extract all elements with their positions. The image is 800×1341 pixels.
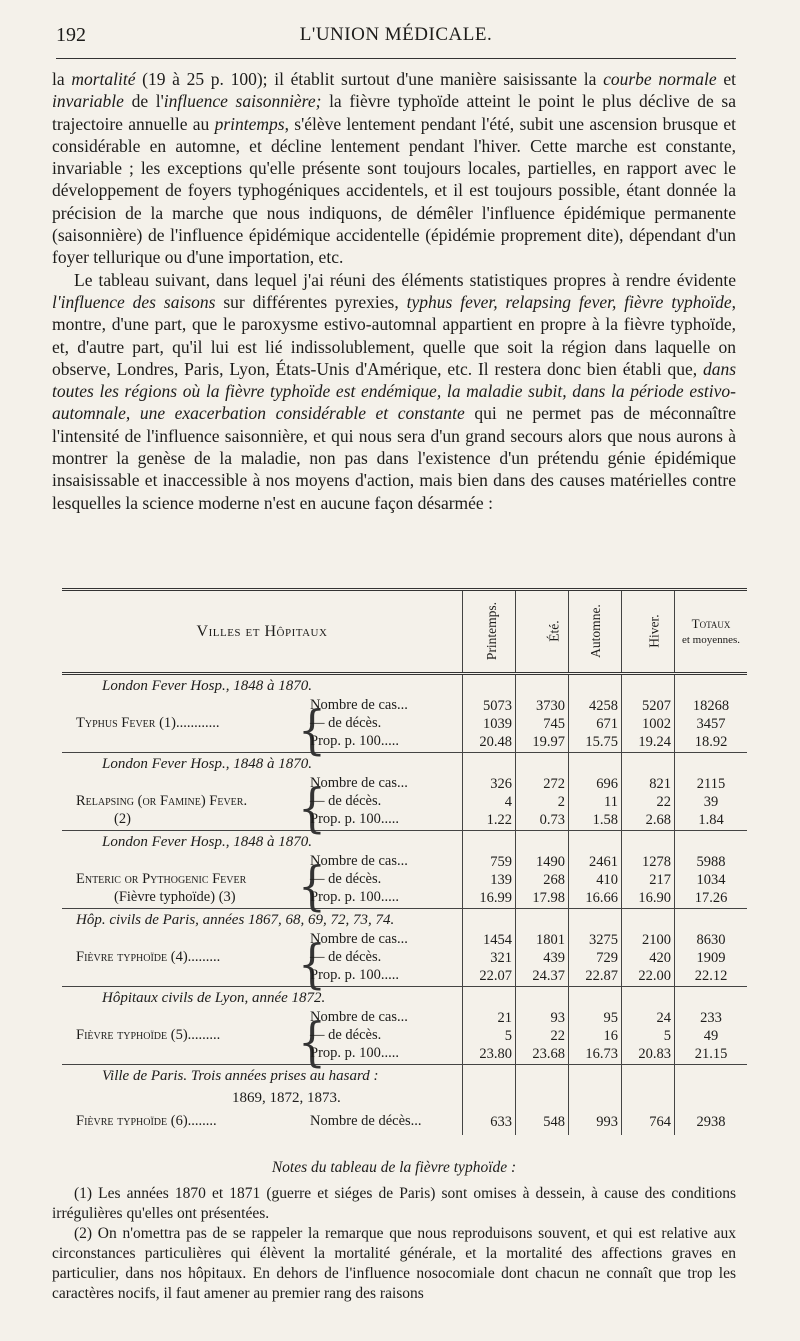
- season-label: Printemps.: [484, 601, 500, 661]
- row-label: [62, 697, 463, 715]
- value-cell: 268: [516, 871, 569, 889]
- table-row: [62, 889, 747, 907]
- group-source: Hôp. civils de Paris, années 1867, 68, 69, 72, 73, 74.: [76, 911, 395, 928]
- value-cell: 21.15: [675, 1045, 748, 1063]
- season-label: Hiver.: [646, 614, 662, 648]
- value-cell: 671: [569, 715, 622, 733]
- row-label: [62, 889, 463, 907]
- disease-subname: (2): [114, 811, 131, 827]
- disease-name: Relapsing (or Famine) Fever.: [76, 793, 248, 809]
- header-season: [516, 590, 569, 674]
- brace-glyph: {: [298, 777, 326, 839]
- row-label: [62, 967, 463, 985]
- paragraph-1: la mortalité (19 à 25 p. 100); il établit surtout d'une manière saisissante la courbe normale et invariable de l'influence saisonnière; la fièvre typhoïde atteint le point le plus déclive de sa trajectoire annuelle au printemps, s'élève lentement pendant l'été, subit une ascension brusque et considérable en automne, et décline lentement pendant l'hiver. Cette marche est constante, invariable ; les exceptions qu'elle présente sont toujours locales, partielles, en rapport avec le développement de foyers typhogéniques accidentels, et il est toujours possible, étant donnée la précision de la marche que nous indiquons, de démêler l'influence épidémique permanente (saisonnière) de l'influence épidémique accidentelle (épidémie proprement dite), dépendant d'un foyer tellurique ou d'une importation, etc.: [52, 69, 737, 268]
- value-cell: 22.00: [622, 967, 675, 985]
- empty-cell: [675, 674, 748, 698]
- table-row: [62, 853, 747, 871]
- group-source: London Fever Hosp., 1848 à 1870.: [102, 755, 312, 772]
- value-cell: 410: [569, 871, 622, 889]
- empty-cell: [569, 753, 622, 776]
- empty-cell: [463, 909, 516, 932]
- value-cell: 233: [675, 1009, 748, 1027]
- value-cell: 420: [622, 949, 675, 967]
- disease-name: Enteric or Pythogenic Fever: [76, 871, 247, 887]
- value-cell: 23.68: [516, 1045, 569, 1063]
- season-label: Automne.: [587, 604, 603, 658]
- disease-subname: (Fièvre typhoïde) (3): [114, 889, 236, 905]
- measure-label: Prop. p. 100.....: [310, 733, 400, 749]
- row-label-wrap: [62, 811, 462, 829]
- measure-label: — de décès.: [310, 871, 382, 887]
- statistics-table: [62, 588, 741, 1135]
- value-cell: 1.84: [675, 811, 748, 829]
- group-source-row: [62, 674, 747, 698]
- value-cell: 16.66: [569, 889, 622, 907]
- value-cell: 4: [463, 793, 516, 811]
- empty-cell: [675, 909, 748, 932]
- note-item: (2) On n'omettra pas de se rappeler la remarque que nous reproduisons souvent, et qui est relative aux circonstances particulières qui élèvent la mortalité générale, et la mortalité des affections graves en particulier, dans nos hôpitaux. En dehors de l'influence nosocomiale dont chacun ne connaît que trop les caractères nocifs, il faut amener au premier rang des raisons: [52, 1225, 736, 1302]
- group-source-row: [62, 1087, 747, 1109]
- value-cell: 5988: [675, 853, 748, 871]
- group-source-row: [62, 753, 747, 776]
- value-cell: 272: [516, 775, 569, 793]
- running-title: L'UNION MÉDICALE.: [299, 24, 493, 45]
- value-cell: 16.73: [569, 1045, 622, 1063]
- empty-cell: [675, 753, 748, 776]
- header-season: [622, 590, 675, 674]
- measure-label: Prop. p. 100.....: [310, 967, 400, 983]
- table-row: [62, 931, 747, 949]
- table-row: [62, 811, 747, 829]
- row-label-wrap: [62, 733, 462, 751]
- totals-sublabel: et moyennes.: [681, 633, 741, 646]
- header-season: [463, 590, 516, 674]
- empty-cell: [516, 1065, 569, 1088]
- measure-label: Nombre de cas...: [310, 775, 408, 791]
- value-cell: 5: [622, 1027, 675, 1045]
- table-row: [62, 793, 747, 811]
- empty-cell: [463, 753, 516, 776]
- table-row: [62, 715, 747, 733]
- empty-cell: [569, 1065, 622, 1088]
- value-cell: 16: [569, 1027, 622, 1045]
- value-cell: 21: [463, 1009, 516, 1027]
- empty-cell: [675, 1087, 748, 1109]
- value-cell: 17.26: [675, 889, 748, 907]
- value-cell: 4258: [569, 697, 622, 715]
- measure-label: Nombre de décès...: [310, 1113, 422, 1129]
- row-label-wrap: [62, 889, 462, 907]
- value-cell: 49: [675, 1027, 748, 1045]
- table-row: [62, 1009, 747, 1027]
- empty-cell: [516, 674, 569, 698]
- table-row: [62, 1045, 747, 1063]
- empty-cell: [675, 987, 748, 1010]
- totals-label: Totaux: [691, 615, 731, 631]
- value-cell: 17.98: [516, 889, 569, 907]
- value-cell: 22.12: [675, 967, 748, 985]
- empty-cell: [516, 987, 569, 1010]
- value-cell: 24: [622, 1009, 675, 1027]
- row-label-wrap: [62, 967, 462, 985]
- empty-cell: [516, 1087, 569, 1109]
- empty-cell: [463, 831, 516, 854]
- notes-title: Notes du tableau de la fièvre typhoïde :: [271, 1159, 517, 1176]
- table-row: [62, 1027, 747, 1045]
- disease-name: Fièvre typhoïde (4).........: [76, 949, 221, 965]
- value-cell: 1002: [622, 715, 675, 733]
- disease-name: Fièvre typhoïde (5).........: [76, 1027, 221, 1043]
- note-item: (1) Les années 1870 et 1871 (guerre et siéges de Paris) sont omises à dessein, à cause des conditions irrégulières qu'elles ont présentées.: [52, 1185, 736, 1222]
- value-cell: 19.97: [516, 733, 569, 751]
- header-rule: [56, 58, 736, 59]
- value-cell: 5207: [622, 697, 675, 715]
- value-cell: 3275: [569, 931, 622, 949]
- measure-label: Nombre de cas...: [310, 931, 408, 947]
- value-cell: 39: [675, 793, 748, 811]
- value-cell: 3457: [675, 715, 748, 733]
- group-source-row: [62, 831, 747, 854]
- value-cell: 633: [463, 1109, 516, 1135]
- value-cell: 1454: [463, 931, 516, 949]
- header-totals: [675, 590, 748, 674]
- disease-name: Fièvre typhoïde (6)........: [76, 1113, 217, 1129]
- value-cell: 2938: [675, 1109, 748, 1135]
- value-cell: 95: [569, 1009, 622, 1027]
- value-cell: 1278: [622, 853, 675, 871]
- value-cell: 8630: [675, 931, 748, 949]
- empty-cell: [675, 831, 748, 854]
- measure-label: Prop. p. 100.....: [310, 889, 400, 905]
- body-text: [52, 68, 736, 514]
- measure-label: — de décès.: [310, 1027, 382, 1043]
- page-number: 192: [56, 24, 86, 46]
- row-label: [62, 775, 463, 793]
- group-source: Ville de Paris. Trois années prises au hasard :: [102, 1067, 379, 1084]
- brace-glyph: {: [298, 933, 326, 995]
- value-cell: 20.83: [622, 1045, 675, 1063]
- empty-cell: [622, 674, 675, 698]
- empty-cell: [569, 674, 622, 698]
- table-row: [62, 949, 747, 967]
- value-cell: 3730: [516, 697, 569, 715]
- measure-label: Nombre de cas...: [310, 1009, 408, 1025]
- value-cell: 139: [463, 871, 516, 889]
- value-cell: 16.90: [622, 889, 675, 907]
- row-label-wrap: [62, 853, 462, 871]
- empty-cell: [569, 831, 622, 854]
- group-source: 1869, 1872, 1873.: [232, 1089, 341, 1106]
- empty-cell: [516, 753, 569, 776]
- value-cell: 2115: [675, 775, 748, 793]
- value-cell: 0.73: [516, 811, 569, 829]
- measure-label: — de décès.: [310, 949, 382, 965]
- empty-cell: [569, 987, 622, 1010]
- value-cell: 1039: [463, 715, 516, 733]
- row-label: [62, 853, 463, 871]
- empty-cell: [463, 1065, 516, 1088]
- row-label-wrap: [62, 1045, 462, 1063]
- page-header: [56, 24, 736, 50]
- row-label: [62, 1009, 463, 1027]
- empty-cell: [622, 831, 675, 854]
- value-cell: 22: [622, 793, 675, 811]
- row-label-wrap: [62, 1113, 462, 1131]
- value-cell: 993: [569, 1109, 622, 1135]
- brace-glyph: {: [298, 1011, 326, 1073]
- row-label: [62, 811, 463, 829]
- value-cell: 22.87: [569, 967, 622, 985]
- value-cell: 1909: [675, 949, 748, 967]
- value-cell: 759: [463, 853, 516, 871]
- empty-cell: [516, 909, 569, 932]
- row-label-wrap: [62, 697, 462, 715]
- value-cell: 1801: [516, 931, 569, 949]
- value-cell: 2.68: [622, 811, 675, 829]
- header-villes-hopitaux: Villes et Hôpitaux: [62, 590, 463, 674]
- group-source: Hôpitaux civils de Lyon, année 1872.: [102, 989, 326, 1006]
- table-body: [62, 674, 747, 1136]
- empty-cell: [622, 753, 675, 776]
- value-cell: 764: [622, 1109, 675, 1135]
- group-source: London Fever Hosp., 1848 à 1870.: [102, 677, 312, 694]
- row-label-wrap: [62, 1009, 462, 1027]
- value-cell: 15.75: [569, 733, 622, 751]
- value-cell: 548: [516, 1109, 569, 1135]
- paragraph-2: Le tableau suivant, dans lequel j'ai réuni des éléments statistiques propres à rendre évidente l'influence des saisons sur différentes pyrexies, typhus fever, relapsing fever, fièvre typhoïde, montre, d'une part, que le paroxysme estivo-automnal appartient en propre à la fièvre typhoïde, et, d'autre part, qu'il lui est lié indissolublement, quelle que soit la région dans laquelle on observe, Londres, Paris, Lyon, États-Unis d'Amérique, etc. Il restera donc bien établi que, dans toutes les régions où la fièvre typhoïde est endémique, la maladie subit, dans la période estivo-automnale, une exacerbation considérable et constante qui ne permet pas de méconnaître l'intensité de l'influence saisonnière, et qui nous sera d'un grand secours alors que nous aurons à montrer la genèse de la maladie, non pas dans l'existence d'un prétendu génie épidémique insaisissable et inaccessible à nos moyens d'action, mais bien dans des causes matérielles contre lesquelles la science moderne n'est en aucune façon désarmée :: [52, 269, 736, 513]
- value-cell: 326: [463, 775, 516, 793]
- value-cell: 2461: [569, 853, 622, 871]
- value-cell: 19.24: [622, 733, 675, 751]
- measure-label: Nombre de cas...: [310, 853, 408, 869]
- empty-cell: [675, 1065, 748, 1088]
- value-cell: 5: [463, 1027, 516, 1045]
- table-header-row: [62, 590, 747, 674]
- value-cell: 93: [516, 1009, 569, 1027]
- empty-cell: [463, 987, 516, 1010]
- table-notes: [52, 1158, 736, 1304]
- row-label: [62, 1045, 463, 1063]
- value-cell: 2100: [622, 931, 675, 949]
- group-source-row: [62, 987, 747, 1010]
- row-label: [62, 733, 463, 751]
- group-source-row: [62, 1065, 747, 1088]
- value-cell: 1.58: [569, 811, 622, 829]
- empty-cell: [622, 987, 675, 1010]
- group-source: London Fever Hosp., 1848 à 1870.: [102, 833, 312, 850]
- value-cell: 22: [516, 1027, 569, 1045]
- disease-name: Typhus Fever (1)............: [76, 715, 220, 731]
- empty-cell: [569, 909, 622, 932]
- value-cell: 1490: [516, 853, 569, 871]
- row-label-wrap: [62, 931, 462, 949]
- table-row: [62, 733, 747, 751]
- header-season: [569, 590, 622, 674]
- row-label: [62, 931, 463, 949]
- row-label: [62, 1109, 463, 1135]
- empty-cell: [516, 831, 569, 854]
- measure-label: Nombre de cas...: [310, 697, 408, 713]
- table-row: [62, 967, 747, 985]
- row-label-wrap: [62, 775, 462, 793]
- value-cell: 821: [622, 775, 675, 793]
- value-cell: 1.22: [463, 811, 516, 829]
- brace-glyph: {: [298, 855, 326, 917]
- table-row: [62, 775, 747, 793]
- group-source-row: [62, 909, 747, 932]
- measure-label: Prop. p. 100.....: [310, 1045, 400, 1061]
- empty-cell: [463, 1087, 516, 1109]
- table-row: [62, 697, 747, 715]
- value-cell: 23.80: [463, 1045, 516, 1063]
- value-cell: 18.92: [675, 733, 748, 751]
- empty-cell: [622, 1087, 675, 1109]
- value-cell: 217: [622, 871, 675, 889]
- table-row: [62, 1109, 747, 1135]
- value-cell: 16.99: [463, 889, 516, 907]
- value-cell: 20.48: [463, 733, 516, 751]
- empty-cell: [622, 909, 675, 932]
- table-row: [62, 871, 747, 889]
- measure-label: — de décès.: [310, 793, 382, 809]
- value-cell: 439: [516, 949, 569, 967]
- value-cell: 745: [516, 715, 569, 733]
- empty-cell: [622, 1065, 675, 1088]
- brace-glyph: {: [298, 699, 326, 761]
- value-cell: 24.37: [516, 967, 569, 985]
- value-cell: 2: [516, 793, 569, 811]
- value-cell: 5073: [463, 697, 516, 715]
- measure-label: Prop. p. 100.....: [310, 811, 400, 827]
- empty-cell: [463, 674, 516, 698]
- value-cell: 18268: [675, 697, 748, 715]
- measure-label: — de décès.: [310, 715, 382, 731]
- value-cell: 696: [569, 775, 622, 793]
- value-cell: 729: [569, 949, 622, 967]
- season-label: Été.: [546, 620, 562, 642]
- value-cell: 1034: [675, 871, 748, 889]
- empty-cell: [569, 1087, 622, 1109]
- value-cell: 22.07: [463, 967, 516, 985]
- value-cell: 321: [463, 949, 516, 967]
- value-cell: 11: [569, 793, 622, 811]
